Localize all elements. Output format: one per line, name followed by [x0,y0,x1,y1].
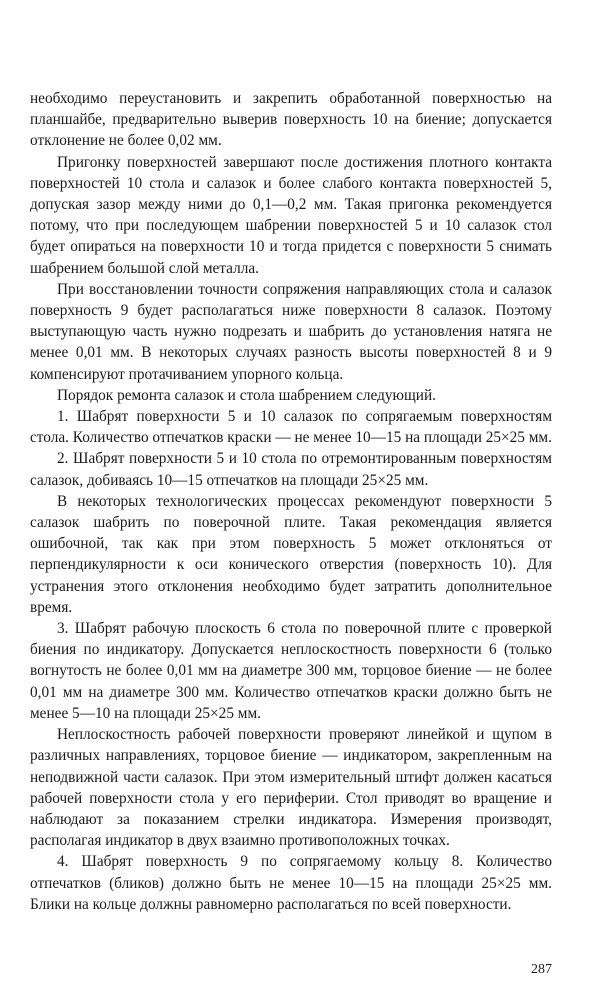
page-number: 287 [531,962,552,977]
paragraph-7: В некоторых технологических процессах рекомендуют поверхности 5 салазок шабрить по поверочной плите. Такая рекомендация является ошибочной, так как при этом поверхность 5 может отклоняться от перпендикулярности к оси конического отверстия (поверхность 10). Для устранения этого отклонения необходимо будет затратить дополнительное время. [30,492,552,616]
paragraph-4: Порядок ремонта салазок и стола шабрением следующий. [57,386,436,404]
paragraph-2: Пригонку поверхностей завершают после достижения плотного контакта поверхностей 10 стола и салазок и более слабого контакта поверхностей 5, допуская зазор между ними до 0,1—0,2 мм. Такая пригонка рекомендуется потому, что при последующем шабрении поверхностей 5 и 10 салазок стол будет опираться на поверхности 10 и тогда придется с поверхности 5 снимать шабрением большой слой металла. [30,153,552,277]
paragraph-6: 2. Шабрят поверхности 5 и 10 стола по отремонтированным поверхностям салазок, добиваясь 10—15 отпечатков на площади 25×25 мм. [30,450,552,489]
paragraph-3: При восстановлении точности сопряжения направляющих стола и салазок поверхность 9 будет располагаться ниже поверхности 8 салазок. Поэтому выступающую часть нужно подрезать и шабрить до установления натяга не менее 0,01 мм. В некоторых случаях разность высоты поверхностей 8 и 9 компенсируют протачиванием упорного кольца. [30,280,552,383]
paragraph-10: 4. Шабрят поверхность 9 по сопрягаемому кольцу 8. Количество отпечатков (бликов) должно быть не менее 10—15 на площади 25×25 мм. Блики на кольце должны равномерно располагаться по всей поверхности. [30,853,552,913]
paragraph-9: Неплоскостность рабочей поверхности проверяют линейкой и щупом в различных направлениях, торцовое биение — индикатором, закрепленным на неподвижной части салазок. При этом измерительный штифт должен касаться рабочей поверхности стола у его периферии. Стол приводят во вращение и наблюдают за показанием стрелки индикатора. Измерения производят, располагая индикатор в двух взаимно противоположных точках. [30,726,552,850]
paragraph-8: 3. Шабрят рабочую плоскость 6 стола по поверочной плите с проверкой биения по индикатору. Допускается неплоскостность поверхности 6 (только вогнутость не более 0,01 мм на диаметре 300 мм, торцовое биение — не более 0,01 мм на диаметре 300 мм. Количество отпечатков краски должно быть не менее 5—10 на площади 25×25 мм. [30,620,552,722]
page-body [30,88,552,915]
paragraph-5: 1. Шабрят поверхности 5 и 10 салазок по сопрягаемым поверхностям стола. Количество отпечатков краски — не менее 10—15 на площади 25×25 мм. [30,408,552,447]
paragraph-1: необходимо переустановить и закрепить обработанной поверхностью на планшайбе, предварительно выверив поверхность 10 на биение; допускается отклонение не более 0,02 мм. [30,90,552,150]
